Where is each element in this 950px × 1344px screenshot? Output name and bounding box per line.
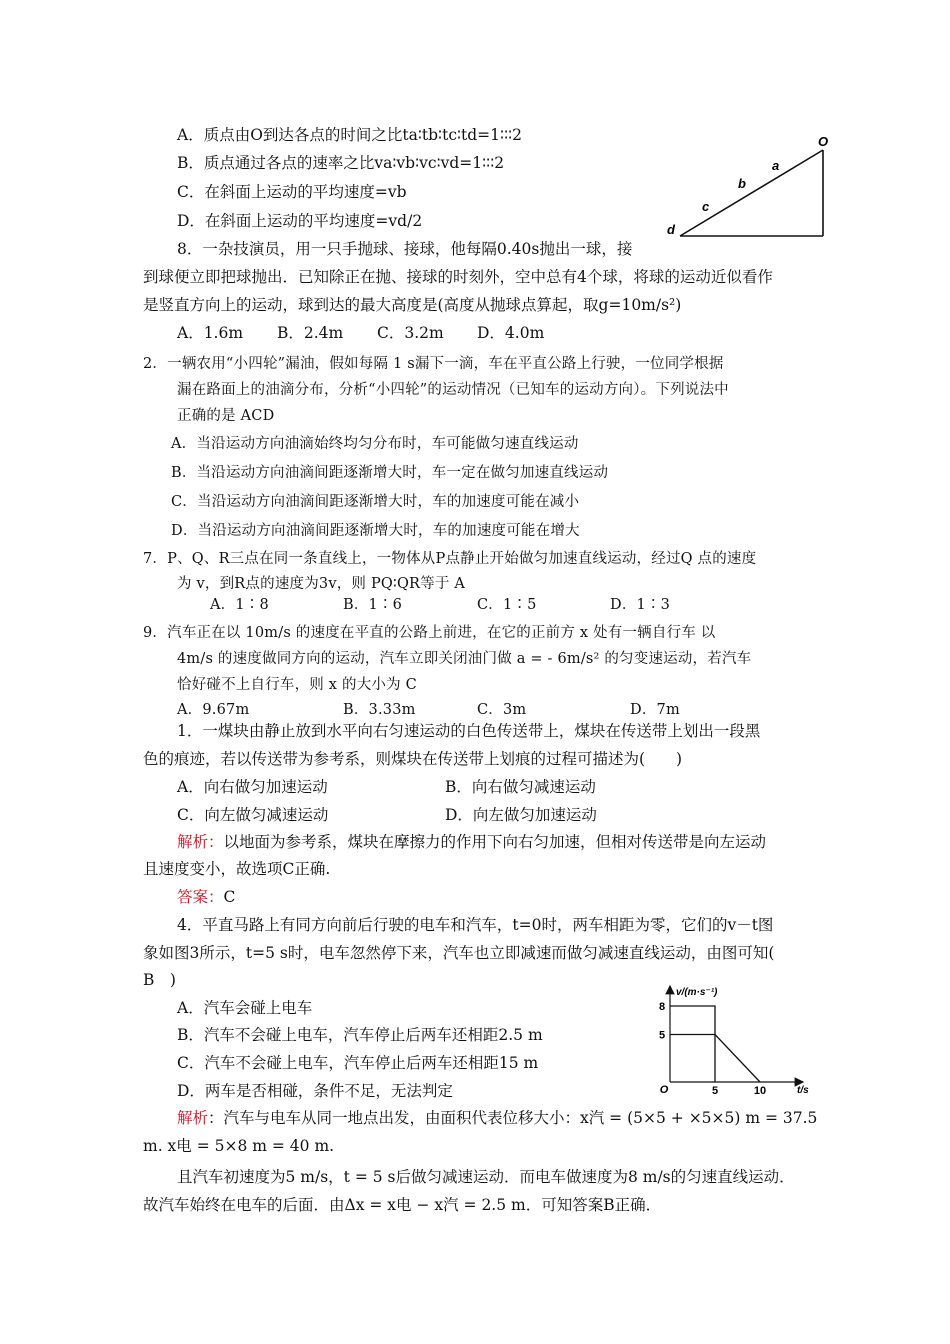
option-b: B．1∶6: [343, 597, 403, 613]
option-d: D．7m: [630, 702, 680, 718]
analysis-text: ：汽车与电车从同一地点出发，由面积代表位移大小：x汽 = (5×5 + ×5×5) m = 37.5: [208, 1109, 818, 1127]
option-c: C．汽车不会碰上电车，汽车停止后两车还相距15 m: [177, 1054, 539, 1072]
option-d: D．向左做匀加速运动: [445, 806, 597, 824]
option-b: B．2.4m: [277, 324, 344, 342]
question-1-line-1: 1．一煤块由静止放到水平向右匀速运动的白色传送带上，煤块在传送带上划出一段黑: [177, 722, 761, 740]
option-c: C．在斜面上运动的平均速度=vb: [177, 183, 407, 201]
analysis-label: 解析: [177, 1109, 209, 1127]
series-line-1: [670, 1006, 715, 1082]
option-a: A．9.67m: [177, 702, 250, 718]
question-7-line-1: 7．P、Q、R三点在同一条直线上，一物体从P点静止开始做匀加速直线运动，经过Q 点的速度: [143, 551, 757, 567]
analysis-line-3: 且汽车初速度为5 m/s，t = 5 s后做匀减速运动．而电车做速度为8 m/s的匀速直线运动．: [177, 1168, 795, 1186]
origin-label: O: [659, 1084, 669, 1095]
point-d-label: d: [667, 222, 675, 237]
option-a: A．质点由O到达各点的时间之比ta∶tb∶tc∶td=1∶∶∶2: [177, 126, 522, 144]
question-7-line-2: 为 v，到R点的速度为3v，则 PQ∶QR等于 A: [177, 576, 466, 592]
incline-figure: [660, 128, 840, 243]
question-4-line-1: 4．平直马路上有同方向前后行驶的电车和汽车，t=0时，两车相距为零，它们的v－t图: [177, 916, 774, 934]
question-8-line-1: 8．一杂技演员，用一只手抛球、接球，他每隔0.40s抛出一球，接: [177, 240, 633, 258]
option-b: B．汽车不会碰上电车，汽车停止后两车还相距2.5 m: [177, 1026, 543, 1044]
x-axis-label: t/s: [797, 1085, 809, 1095]
question-1-line-2: 色的痕迹，若以传送带为参考系，则煤块在传送带上划痕的过程可描述为( ): [143, 750, 683, 768]
option-c: C．3m: [477, 702, 527, 718]
point-b-label: b: [738, 176, 746, 191]
option-d: D．两车是否相碰，条件不足，无法判定: [177, 1082, 453, 1100]
option-d: D．1∶3: [610, 597, 671, 613]
analysis-line-4: 故汽车始终在电车的后面．由Δx = x电 − x汽 = 2.5 m．可知答案B正确．: [143, 1196, 662, 1214]
option-b: B．质点通过各点的速率之比va∶vb∶vc∶vd=1∶∶∶2: [177, 154, 505, 172]
question-8-line-2: 到球便立即把球抛出．已知除正在抛、接球的时刻外，空中总有4个球，将球的运动近似看作: [143, 268, 773, 286]
analysis-line-1: [177, 832, 766, 852]
question-9-line-2: 4m/s 的速度做同方向的运动，汽车立即关闭油门做 a = - 6m/s² 的匀变速运动，若汽车: [177, 651, 752, 667]
point-c-label: c: [702, 199, 710, 214]
question-2-line-1: 2．一辆农用“小四轮”漏油，假如每隔 1 s漏下一滴，车在平直公路上行驶，一位同学根据: [143, 356, 724, 372]
analysis-label: 解析：: [177, 833, 224, 851]
option-c: C．3.2m: [377, 324, 444, 342]
y-axis-label: v/(m·s⁻¹): [676, 987, 718, 998]
answer-line: [177, 887, 235, 907]
question-4-line-2: 象如图3所示，t=5 s时，电车忽然停下来，汽车也立即减速而做匀减速直线运动，由图可知(: [143, 944, 775, 962]
y-tick-label: 8: [658, 1001, 666, 1013]
option-c: C．向左做匀减速运动: [177, 806, 329, 824]
analysis-line-2: m. x电 = 5×8 m = 40 m.: [143, 1137, 335, 1155]
option-a: A．汽车会碰上电车: [177, 999, 313, 1017]
analysis-line-1: [177, 1108, 817, 1128]
answer-value: C: [223, 888, 236, 906]
analysis-text: 以地面为参考系，煤块在摩擦力的作用下向右匀加速，但相对传送带是向左运动: [223, 833, 767, 851]
vt-graph: [655, 980, 820, 1095]
option-a: A．当沿运动方向油滴始终均匀分布时，车可能做匀速直线运动: [171, 436, 579, 452]
option-d: D．在斜面上运动的平均速度=vd/2: [177, 212, 423, 230]
y-tick-label: 5: [658, 1029, 666, 1042]
option-a: A．向右做匀加速运动: [177, 778, 328, 796]
option-b: B．3.33m: [343, 702, 416, 718]
option-c: C．当沿运动方向油滴间距逐渐增大时，车的加速度可能在减小: [171, 494, 580, 510]
option-b: B．向右做匀减速运动: [445, 778, 596, 796]
x-tick-label: 10: [753, 1085, 767, 1095]
answer-label: 答案：: [177, 888, 224, 906]
option-a: A．1∶8: [210, 597, 269, 613]
analysis-line-2: 且速度变小，故选项C正确.: [143, 860, 331, 878]
option-d: D．4.0m: [477, 324, 545, 342]
option-a: A．1.6m: [177, 324, 244, 342]
option-b: B．当沿运动方向油滴间距逐渐增大时，车一定在做匀加速直线运动: [171, 465, 609, 481]
point-a-label: a: [772, 158, 780, 173]
question-2-line-3: 正确的是 ACD: [177, 408, 275, 424]
question-9-line-3: 恰好碰不上自行车，则 x 的大小为 C: [177, 677, 417, 693]
option-c: C．1∶5: [477, 597, 537, 613]
question-9-line-1: 9．汽车正在以 10m/s 的速度在平直的公路上前进，在它的正前方 x 处有一辆自行车 以: [143, 625, 716, 641]
question-4-line-3: B ): [143, 971, 176, 989]
option-d: D．当沿运动方向油滴间距逐渐增大时，车的加速度可能在增大: [171, 523, 580, 539]
question-8-line-3: 是竖直方向上的运动，球到达的最大高度是(高度从抛球点算起，取g=10m/s²): [143, 296, 682, 314]
x-tick-label: 5: [711, 1085, 719, 1095]
point-o-label: O: [818, 134, 829, 149]
question-2-line-2: 漏在路面上的油滴分布，分析“小四轮”的运动情况（已知车的运动方向）。下列说法中: [177, 382, 729, 398]
